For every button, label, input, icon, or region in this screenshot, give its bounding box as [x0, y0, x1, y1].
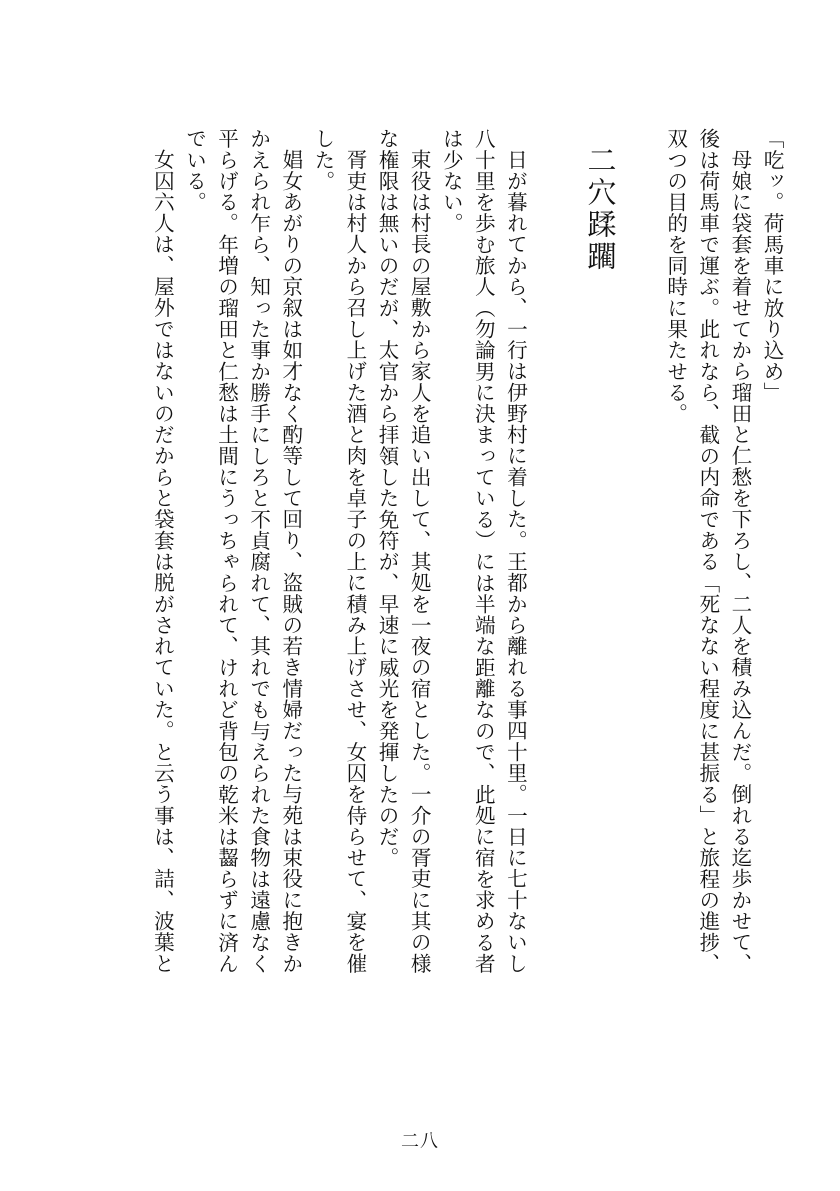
- section-gap: [531, 128, 563, 138]
- body-line: 八十里を歩む旅人（勿論男に決まっている）には半端な距離なので、此処に宿を求める者: [471, 128, 496, 974]
- body-line: 後は荷馬車で運ぶ。此れなら、截の内命である「死なない程度に甚振る」と旅程の進捗、: [695, 128, 720, 974]
- body-line: 女囚六人は、屋外ではないのだからと袋套は脱がされていた。と云う事は、詰、波葉と: [150, 148, 175, 974]
- body-line: な権限は無いのだが、太官から拝領した免符が、早速に威光を発揮したのだ。: [375, 128, 400, 869]
- body-line: 胥吏は村人から召し上げた酒と肉を卓子の上に積み上げさせ、女囚を侍らせて、宴を催: [342, 148, 367, 974]
- section-gap: [628, 128, 660, 138]
- body-line: 母娘に袋套を着せてから瑠田と仁愁を下ろし、二人を積み込んだ。倒れる迄歩かせて、: [727, 148, 752, 974]
- body-line: した。: [310, 128, 335, 192]
- body-line: 日が暮れてから、一行は伊野村に着した。王都から離れる事四十里。一日に七十ないし: [503, 148, 528, 974]
- vertical-text-block: [146, 128, 788, 988]
- body-line: 娼女あがりの京叙は如才なく酌等して回り、盗賊の若き情婦だった与苑は束役に抱きか: [278, 148, 303, 974]
- body-line: 束役は村長の屋敷から家人を追い出して、其処を一夜の宿とした。一介の胥吏に其の様: [407, 148, 432, 974]
- body-line: 平らげる。年増の瑠田と仁愁は土間にうっちゃられて、けれど背包の乾米は齧らずに済ん: [214, 128, 239, 974]
- page-number: 二八: [401, 1131, 439, 1152]
- body-line: かえられ乍ら、知った事か勝手にしろと不貞腐れて、其れでも与えられた食物は遠慮なく: [246, 128, 271, 974]
- body-line: 双つの目的を同時に果たせる。: [663, 128, 688, 425]
- body-line: は少ない。: [439, 128, 464, 234]
- chapter-title: 二穴蹂躙: [583, 145, 618, 274]
- dialogue-line: 「吃ッ。荷馬車に放り込め」: [760, 128, 784, 403]
- body-line: でいる。: [182, 128, 207, 213]
